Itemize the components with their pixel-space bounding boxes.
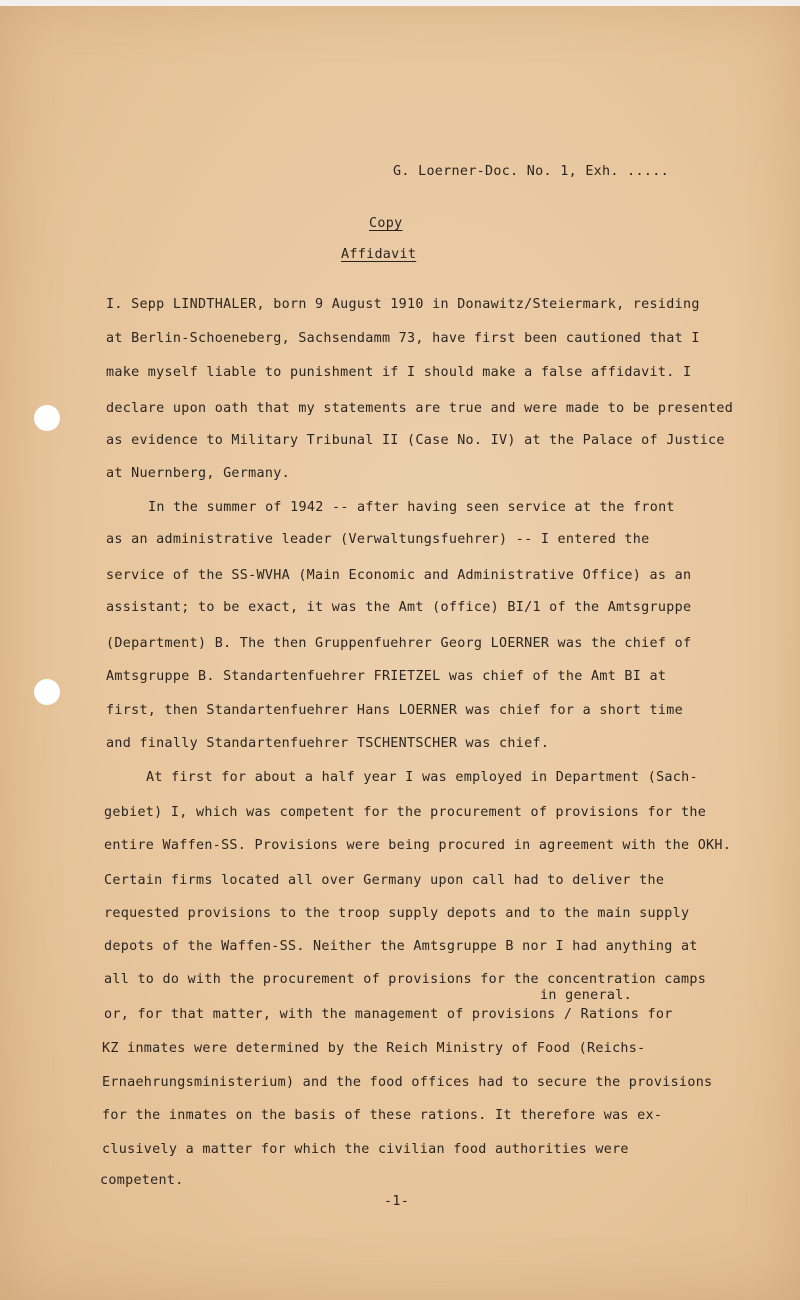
body-line: assistant; to be exact, it was the Amt (office) BI/1 of the Amtsgruppe	[106, 600, 692, 615]
body-line: first, then Standartenfuehrer Hans LOERNER was chief for a short time	[106, 703, 683, 718]
body-line: depots of the Waffen-SS. Neither the Amtsgruppe B nor I had anything at	[104, 939, 698, 954]
punch-hole-lower	[34, 679, 60, 705]
affidavit-heading: Affidavit	[341, 247, 417, 262]
handwritten-insertion: in general.	[540, 988, 632, 1003]
body-line: clusively a matter for which the civilian food authorities were	[102, 1142, 629, 1157]
body-line: competent.	[100, 1173, 184, 1188]
body-line: (Department) B. The then Gruppenfuehrer Georg LOERNER was the chief of	[106, 636, 692, 651]
body-line: all to do with the procurement of provisions for the concentration camps	[104, 972, 707, 987]
body-line: Certain firms located all over Germany upon call had to deliver the	[104, 873, 665, 888]
paper-top-edge	[0, 0, 800, 6]
body-line: I. Sepp LINDTHALER, born 9 August 1910 in Donawitz/Steiermark, residing	[106, 297, 700, 312]
body-line: entire Waffen-SS. Provisions were being procured in agreement with the OKH.	[104, 838, 732, 853]
body-line: service of the SS-WVHA (Main Economic and Administrative Office) as an	[106, 568, 692, 583]
body-line: declare upon oath that my statements are true and were made to be presented	[106, 401, 734, 416]
body-line: for the inmates on the basis of these rations. It therefore was ex-	[102, 1108, 663, 1123]
body-line: requested provisions to the troop supply depots and to the main supply	[104, 906, 690, 921]
body-line: as evidence to Military Tribunal II (Case No. IV) at the Palace of Justice	[106, 433, 725, 448]
body-line: At first for about a half year I was employed in Department (Sach-	[146, 770, 698, 785]
body-line: at Nuernberg, Germany.	[106, 466, 290, 481]
body-line: make myself liable to punishment if I should make a false affidavit. I	[106, 365, 692, 380]
copy-heading: Copy	[369, 216, 403, 231]
body-line: as an administrative leader (Verwaltungsfuehrer) -- I entered the	[106, 532, 650, 547]
document-reference: G. Loerner-Doc. No. 1, Exh. .....	[393, 164, 669, 179]
body-line: and finally Standartenfuehrer TSCHENTSCHER was chief.	[106, 736, 550, 751]
page-number: -1-	[384, 1194, 410, 1209]
punch-hole-upper	[34, 405, 60, 431]
body-line: gebiet) I, which was competent for the procurement of provisions for the	[104, 805, 707, 820]
body-line: In the summer of 1942 -- after having seen service at the front	[148, 500, 675, 515]
body-line: at Berlin-Schoeneberg, Sachsendamm 73, have first been cautioned that I	[106, 331, 700, 346]
body-line: Amtsgruppe B. Standartenfuehrer FRIETZEL was chief of the Amt BI at	[106, 669, 667, 684]
body-line: KZ inmates were determined by the Reich Ministry of Food (Reichs-	[102, 1041, 646, 1056]
body-line: or, for that matter, with the management of provisions / Rations for	[104, 1007, 673, 1022]
body-line: Ernaehrungsministerium) and the food offices had to secure the provisions	[102, 1075, 713, 1090]
